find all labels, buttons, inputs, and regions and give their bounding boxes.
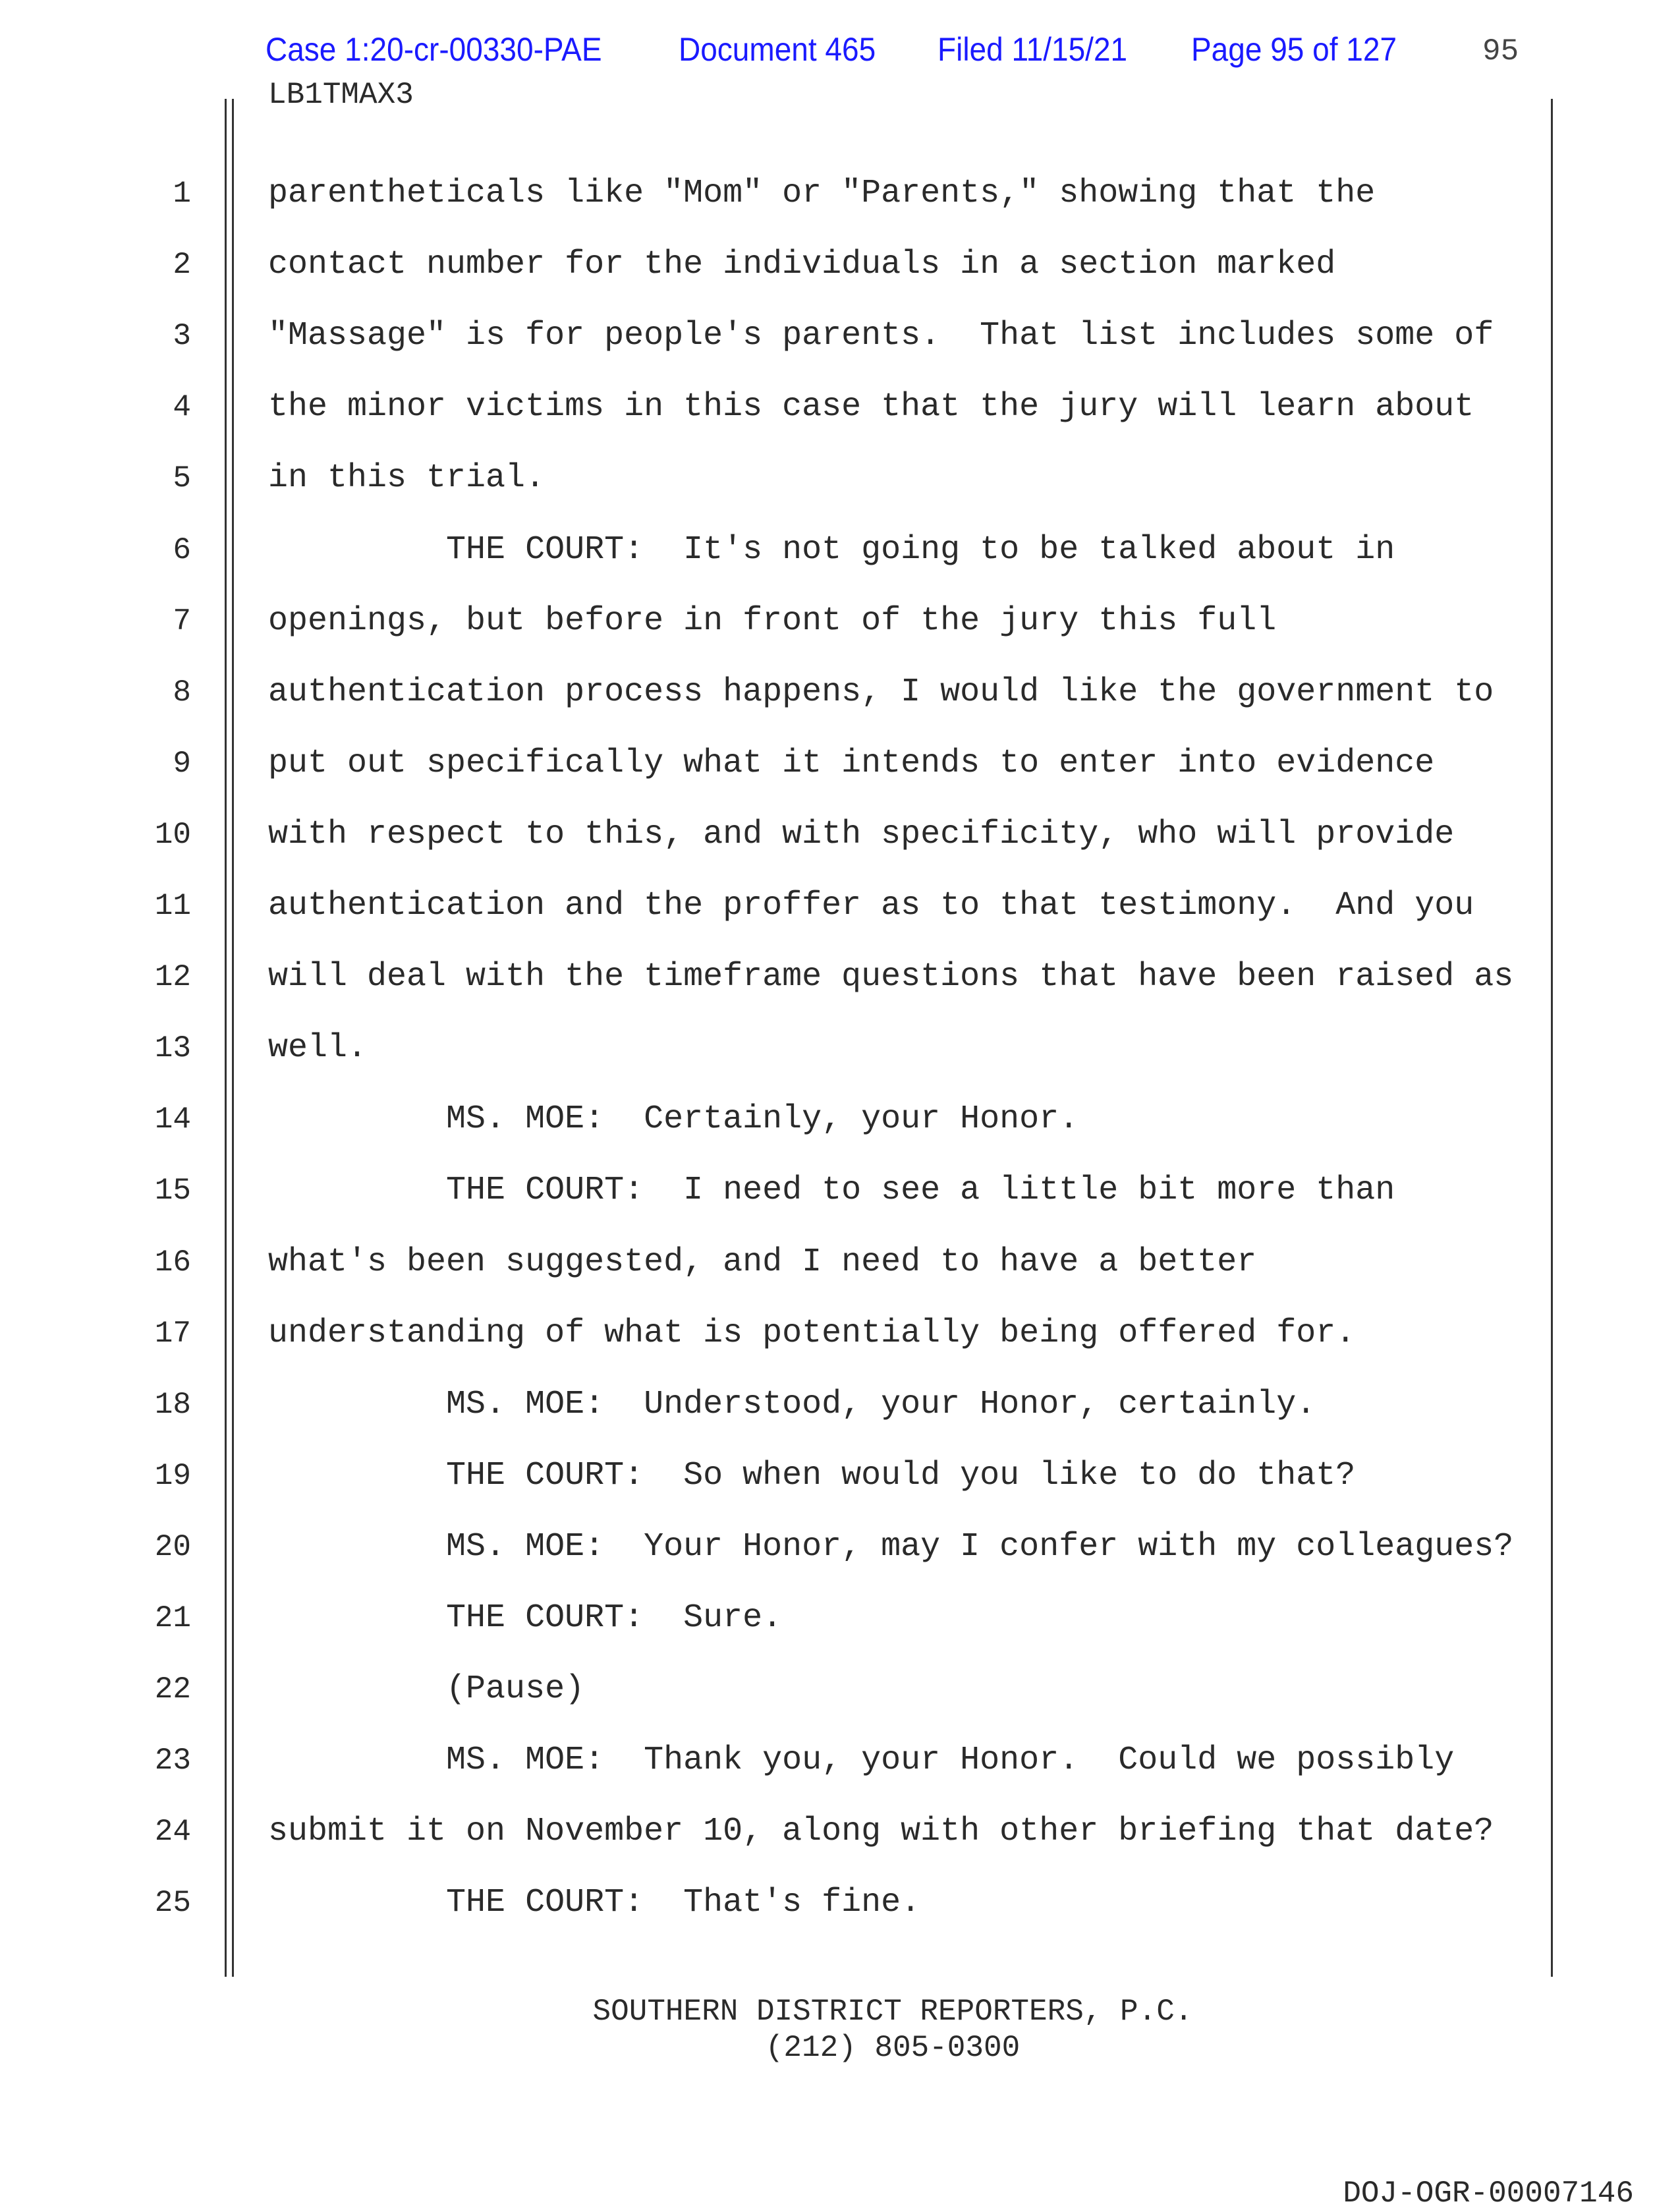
- line-number: 12: [154, 960, 191, 995]
- transcript-line: submit it on November 10, along with other briefing that date?: [268, 1813, 1494, 1851]
- line-number: 18: [154, 1387, 191, 1422]
- line-number: 8: [173, 675, 191, 710]
- page-of[interactable]: Page 95 of 127: [1191, 31, 1397, 68]
- line-number: 5: [173, 461, 191, 496]
- line-number: 15: [154, 1174, 191, 1208]
- line-number: 20: [154, 1529, 191, 1564]
- transcript-line: authentication process happens, I would like the government to: [268, 673, 1494, 711]
- line-number: 17: [154, 1316, 191, 1351]
- reporter-phone: (212) 805-0300: [765, 2031, 1021, 2065]
- transcript-line: MS. MOE: Certainly, your Honor.: [268, 1100, 1079, 1139]
- reporter-name: SOUTHERN DISTRICT REPORTERS, P.C.: [592, 1995, 1193, 2029]
- transcript-line: THE COURT: So when would you like to do that?: [268, 1456, 1356, 1494]
- transcript-page-number: 95: [1482, 34, 1519, 69]
- left-margin-line-outer: [225, 99, 227, 1977]
- transcript-line: understanding of what is potentially being offered for.: [268, 1314, 1356, 1352]
- bates-number: DOJ-OGR-00007146: [1343, 2176, 1634, 2211]
- line-number: 1: [173, 177, 191, 211]
- transcript-line: (Pause): [268, 1670, 585, 1709]
- line-number: 24: [154, 1815, 191, 1850]
- transcript-line: MS. MOE: Your Honor, may I confer with my colleagues?: [268, 1527, 1514, 1566]
- transcript-line: with respect to this, and with specificity, who will provide: [268, 815, 1455, 853]
- line-number: 10: [154, 817, 191, 852]
- line-number: 25: [154, 1886, 191, 1921]
- document-number[interactable]: Document 465: [679, 31, 876, 68]
- transcript-line: openings, but before in front of the jury this full: [268, 602, 1277, 640]
- transcript-line: well.: [268, 1029, 368, 1067]
- line-number: 7: [173, 604, 191, 638]
- transcript-line: parentheticals like "Mom" or "Parents," showing that the: [268, 175, 1376, 212]
- line-number: 6: [173, 532, 191, 567]
- case-number[interactable]: Case 1:20-cr-00330-PAE: [266, 31, 602, 68]
- transcript-line: authentication and the proffer as to that testimony. And you: [268, 887, 1474, 924]
- line-number: 16: [154, 1245, 191, 1280]
- transcript-line: THE COURT: Sure.: [268, 1599, 783, 1637]
- transcript-line: the minor victims in this case that the jury will learn about: [268, 388, 1474, 426]
- left-margin-line-inner: [232, 99, 234, 1977]
- line-number: 3: [173, 319, 191, 354]
- transcript-line: in this trial.: [268, 459, 546, 497]
- line-number: 2: [173, 248, 191, 283]
- transcript-code: LB1TMAX3: [268, 78, 414, 112]
- line-number: 21: [154, 1601, 191, 1635]
- line-number: 14: [154, 1102, 191, 1137]
- line-number: 11: [154, 889, 191, 923]
- transcript-line: MS. MOE: Understood, your Honor, certainly.: [268, 1385, 1316, 1423]
- line-number: 19: [154, 1458, 191, 1493]
- transcript-line: what's been suggested, and I need to have a better: [268, 1243, 1257, 1281]
- line-number: 22: [154, 1672, 191, 1707]
- transcript-line: MS. MOE: Thank you, your Honor. Could we possibly: [268, 1742, 1455, 1780]
- line-number: 23: [154, 1744, 191, 1778]
- transcript-line: THE COURT: I need to see a little bit more than: [268, 1172, 1395, 1210]
- transcript-line: put out specifically what it intends to enter into evidence: [268, 744, 1435, 782]
- line-number: 9: [173, 746, 191, 781]
- transcript-line: THE COURT: It's not going to be talked about in: [268, 530, 1395, 569]
- transcript-line: will deal with the timeframe questions that have been raised as: [268, 958, 1514, 996]
- line-number: 4: [173, 390, 191, 425]
- transcript-line: contact number for the individuals in a section marked: [268, 246, 1336, 284]
- line-number: 13: [154, 1031, 191, 1066]
- transcript-line: "Massage" is for people's parents. That list includes some of: [268, 317, 1494, 355]
- right-margin-line: [1551, 99, 1553, 1977]
- filed-date[interactable]: Filed 11/15/21: [938, 31, 1128, 68]
- transcript-line: THE COURT: That's fine.: [268, 1884, 921, 1922]
